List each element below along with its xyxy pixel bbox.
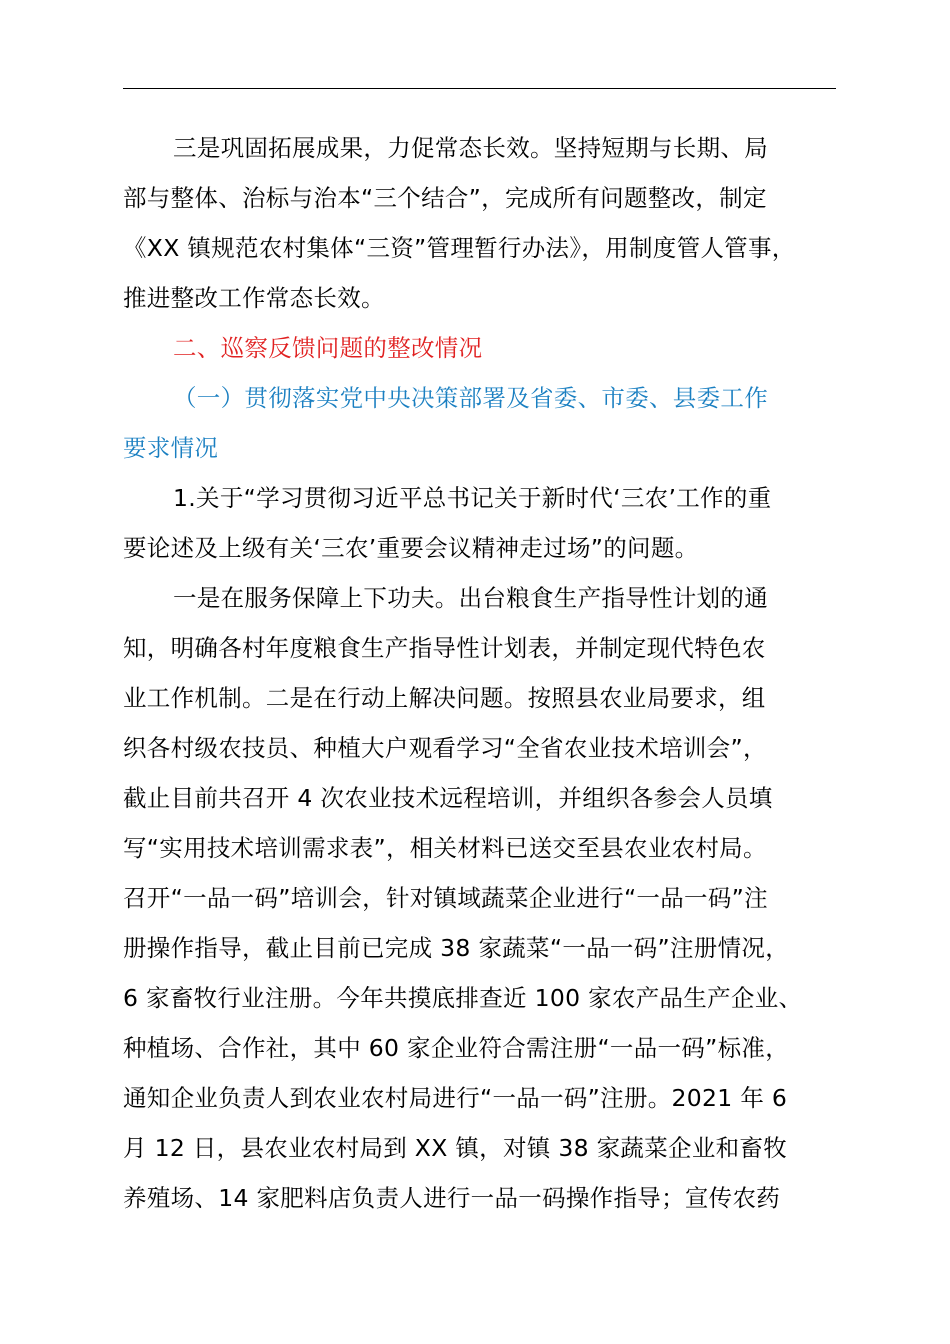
paragraph-line: 《XX 镇规范农村集体“三资”管理暂行办法》，用制度管人管事， [123,234,796,262]
paragraph-line: 推进整改工作常态长效。 [123,284,385,312]
paragraph-line: 召开“一品一码”培训会，针对镇域蔬菜企业进行“一品一码”注 [123,884,768,912]
paragraph-line: 通知企业负责人到农业农村局进行“一品一码”注册。2021 年 6 [123,1084,788,1112]
paragraph-line: 一是在服务保障上下功夫。出台粮食生产指导性计划的通 [173,584,768,612]
paragraph-line: 三是巩固拓展成果，力促常态长效。坚持短期与长期、局 [173,134,768,162]
subsection-heading: 要求情况 [123,434,219,462]
paragraph-line: 6 家畜牧行业注册。今年共摸底排查近 100 家农产品生产企业、 [123,984,803,1012]
header-rule [123,88,836,89]
paragraph-line: 1.关于“学习贯彻习近平总书记关于新时代‘三农’工作的重 [173,484,772,512]
paragraph-line: 截止目前共召开 4 次农业技术远程培训，并组织各参会人员填 [123,784,773,812]
paragraph-line: 养殖场、14 家肥料店负责人进行一品一码操作指导；宣传农药 [123,1184,781,1212]
section-heading: 二、巡察反馈问题的整改情况 [173,334,483,362]
paragraph-line: 知，明确各村年度粮食生产指导性计划表，并制定现代特色农 [123,634,766,662]
subsection-heading: （一）贯彻落实党中央决策部署及省委、市委、县委工作 [173,384,768,412]
paragraph-line: 写“实用技术培训需求表”，相关材料已送交至县农业农村局。 [123,834,767,862]
paragraph-line: 织各村级农技员、种植大户观看学习“全省农业技术培训会”， [123,734,767,762]
paragraph-line: 要论述及上级有关‘三农’重要会议精神走过场”的问题。 [123,534,699,562]
paragraph-line: 册操作指导，截止目前已完成 38 家蔬菜“一品一码”注册情况， [123,934,789,962]
paragraph-line: 月 12 日，县农业农村局到 XX 镇，对镇 38 家蔬菜企业和畜牧 [123,1134,788,1162]
paragraph-line: 部与整体、治标与治本“三个结合”，完成所有问题整改，制定 [123,184,767,212]
paragraph-line: 业工作机制。二是在行动上解决问题。按照县农业局要求，组 [123,684,766,712]
paragraph-line: 种植场、合作社，其中 60 家企业符合需注册“一品一码”标准， [123,1034,789,1062]
